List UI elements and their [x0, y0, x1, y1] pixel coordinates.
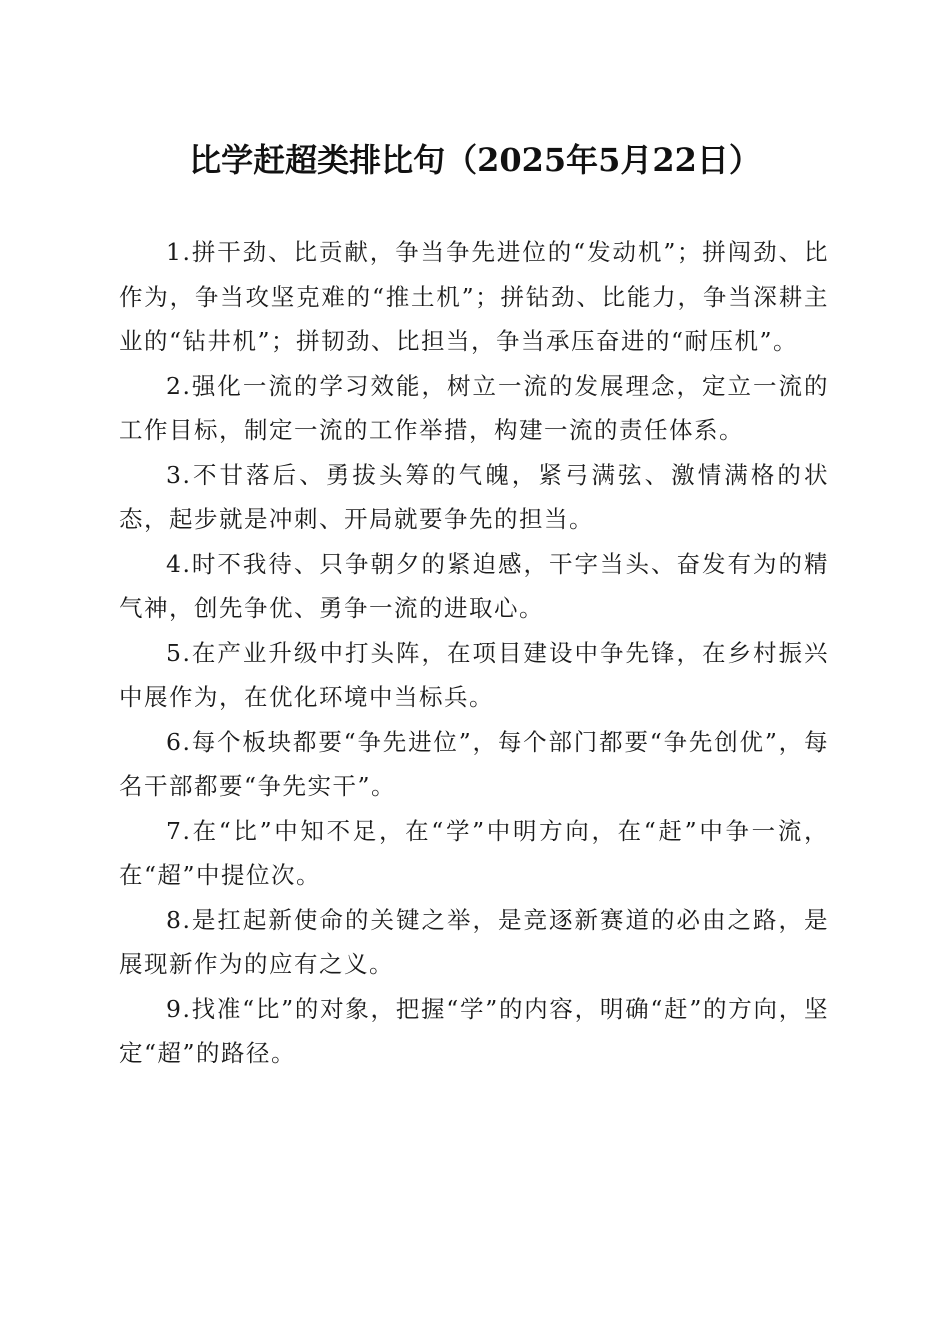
paragraph-8: 8.是扛起新使命的关键之举，是竞逐新赛道的必由之路，是展现新作为的应有之义。 — [119, 905, 829, 978]
document-body — [119, 230, 829, 1076]
paragraph-6: 6.每个板块都要“争先进位”，每个部门都要“争先创优”，每名干部都要“争先实干”。 — [119, 727, 829, 800]
paragraph-5: 5.在产业升级中打头阵，在项目建设中争先锋，在乡村振兴中展作为，在优化环境中当标兵。 — [119, 638, 829, 711]
paragraph-9: 9.找准“比”的对象，把握“学”的内容，明确“赶”的方向，坚定“超”的路径。 — [119, 994, 829, 1067]
paragraph-2: 2.强化一流的学习效能，树立一流的发展理念，定立一流的工作目标，制定一流的工作举措，构建一流的责任体系。 — [119, 371, 829, 444]
paragraph-4: 4.时不我待、只争朝夕的紧迫感，干字当头、奋发有为的精气神，创先争优、勇争一流的进取心。 — [119, 549, 829, 622]
paragraph-3: 3.不甘落后、勇拔头筹的气魄，紧弓满弦、激情满格的状态，起步就是冲刺、开局就要争先的担当。 — [119, 460, 829, 533]
paragraph-7: 7.在“比”中知不足，在“学”中明方向，在“赶”中争一流，在“超”中提位次。 — [119, 816, 829, 889]
document-title: 比学赶超类排比句（2025年5月22日） — [189, 141, 761, 179]
paragraph-1: 1.拼干劲、比贡献，争当争先进位的“发动机”；拼闯劲、比作为，争当攻坚克难的“推土机”；拼钻劲、比能力，争当深耕主业的“钻井机”；拼韧劲、比担当，争当承压奋进的“耐压机”。 — [119, 238, 829, 355]
